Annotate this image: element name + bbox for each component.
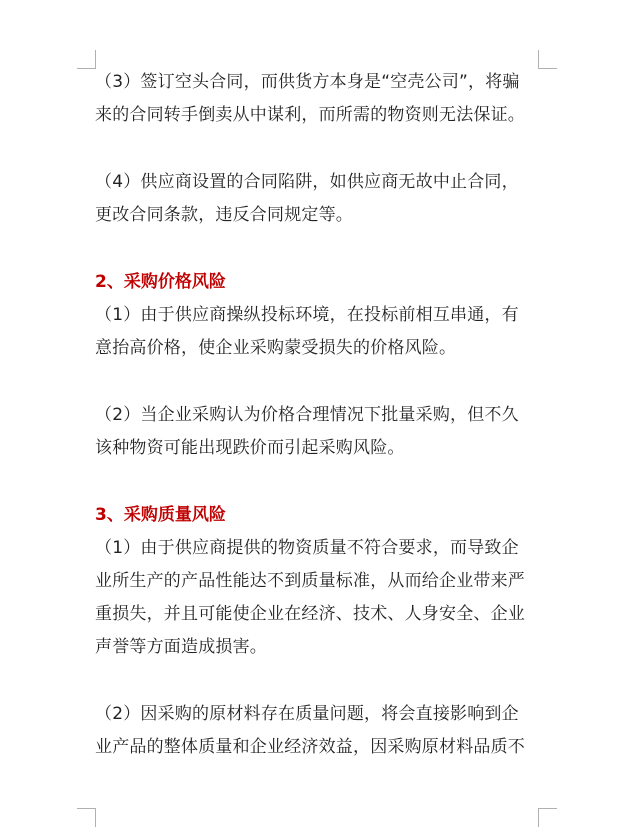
text-line: （2）当企业采购认为价格合理情况下批量采购，但不久 — [95, 405, 519, 425]
text-line: （1）由于供应商操纵投标环境，在投标前相互串通，有 — [95, 305, 519, 325]
text-line: 该种物资可能出现跌价而引起采购风险。 — [95, 438, 405, 458]
text-line: 业所生产的产品性能达不到质量标准，从而给企业带来严 — [95, 571, 525, 591]
paragraph-quality-2 — [95, 698, 545, 764]
crop-mark-top-left — [77, 50, 96, 69]
text-line: 更改合同条款，违反合同规定等。 — [95, 205, 353, 225]
paragraph-price-1 — [95, 299, 545, 365]
text-line: 声誉等方面造成损害。 — [95, 637, 267, 657]
paragraph-price-2 — [95, 399, 545, 465]
paragraph-quality-1 — [95, 532, 545, 664]
crop-mark-bottom-left — [77, 808, 96, 827]
section-heading-price-risk: 2、采购价格风险 — [95, 272, 226, 292]
text-line: （4）供应商设置的合同陷阱，如供应商无故中止合同， — [95, 172, 519, 192]
text-line: （3）签订空头合同，而供货方本身是“空壳公司”，将骗 — [95, 72, 520, 92]
paragraph-contract-4 — [95, 166, 545, 232]
text-line: （1）由于供应商提供的物资质量不符合要求，而导致企 — [95, 538, 519, 558]
section-heading-quality-risk: 3、采购质量风险 — [95, 505, 226, 525]
text-line: 重损失，并且可能使企业在经济、技术、人身安全、企业 — [95, 604, 525, 624]
crop-mark-bottom-right — [538, 808, 557, 827]
text-line: （2）因采购的原材料存在质量问题，将会直接影响到企 — [95, 704, 519, 724]
document-body — [95, 66, 545, 764]
text-line: 来的合同转手倒卖从中谋利，而所需的物资则无法保证。 — [95, 105, 525, 125]
text-line: 意抬高价格，使企业采购蒙受损失的价格风险。 — [95, 338, 457, 358]
paragraph-contract-3 — [95, 66, 545, 132]
text-line: 业产品的整体质量和企业经济效益，因采购原材料品质不 — [95, 737, 525, 757]
